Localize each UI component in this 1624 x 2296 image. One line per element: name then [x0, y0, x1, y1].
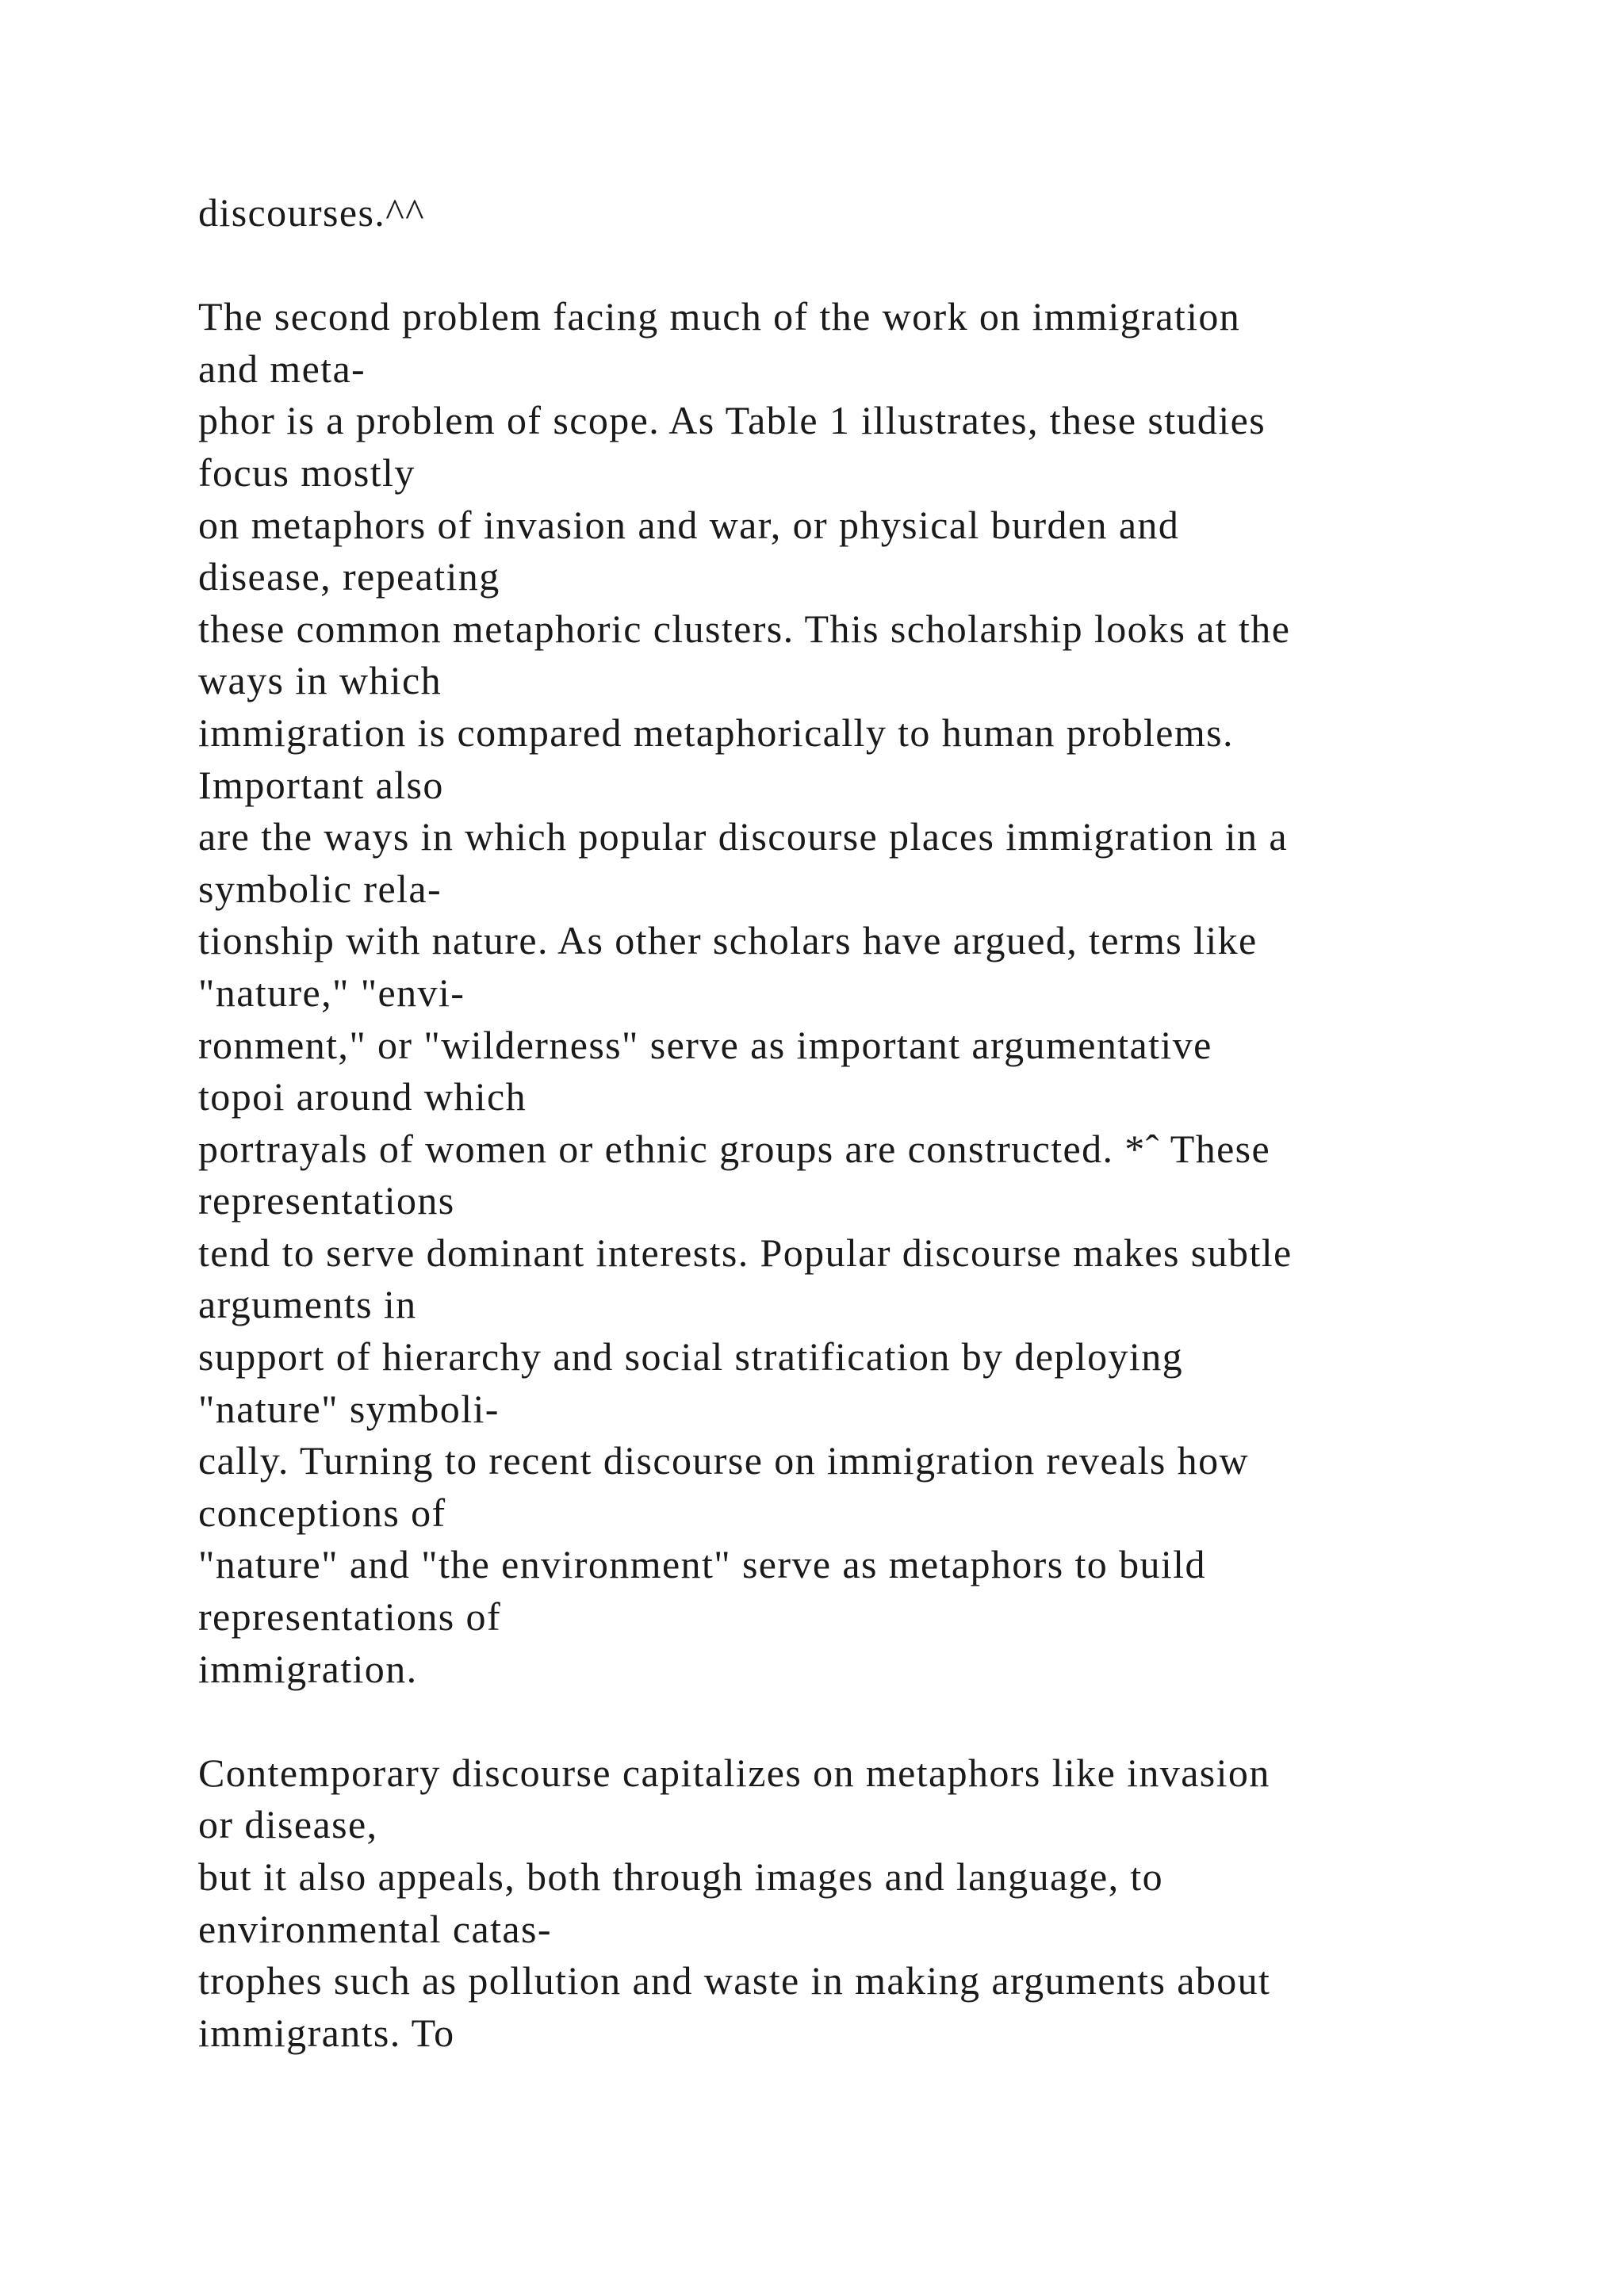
text-line: trophes such as pollution and waste in making arguments about: [198, 1958, 1271, 2003]
text-line: environmental catas-: [198, 1906, 552, 1951]
text-line: or disease,: [198, 1802, 378, 1847]
paragraph-break: [198, 1695, 1507, 1747]
text-line: focus mostly: [198, 450, 416, 495]
text-line: these common metaphoric clusters. This scholarship looks at the: [198, 606, 1291, 651]
text-line: Contemporary discourse capitalizes on metaphors like invasion: [198, 1750, 1270, 1795]
text-line: portrayals of women or ethnic groups are constructed. *ˆ These: [198, 1126, 1271, 1171]
text-line: "nature" symboli-: [198, 1386, 500, 1431]
text-line: support of hierarchy and social stratification by deploying: [198, 1334, 1183, 1380]
text-line: phor is a problem of scope. As Table 1 illustrates, these studies: [198, 398, 1266, 443]
text-line: symbolic rela-: [198, 866, 442, 911]
text-line: cally. Turning to recent discourse on immigration reveals how: [198, 1438, 1249, 1483]
text-line: are the ways in which popular discourse places immigration in a: [198, 814, 1288, 859]
paragraph-break: [198, 239, 1507, 292]
text-line: The second problem facing much of the work on immigration: [198, 294, 1241, 339]
text-line: immigrants. To: [198, 2010, 455, 2055]
text-line: discourses.^^: [198, 190, 425, 235]
document-body: [198, 187, 1507, 2059]
text-line: arguments in: [198, 1282, 417, 1327]
text-line: on metaphors of invasion and war, or physical burden and: [198, 502, 1180, 547]
text-line: ronment," or "wilderness" serve as important argumentative: [198, 1022, 1212, 1067]
text-line: topoi around which: [198, 1074, 527, 1119]
text-line: tend to serve dominant interests. Popular discourse makes subtle: [198, 1230, 1293, 1275]
text-line: but it also appeals, both through images and language, to: [198, 1854, 1164, 1899]
text-line: ways in which: [198, 658, 442, 703]
text-line: disease, repeating: [198, 554, 500, 599]
text-line: "nature," "envi-: [198, 970, 465, 1015]
text-line: and meta-: [198, 346, 366, 391]
text-line: immigration.: [198, 1646, 418, 1691]
text-line: conceptions of: [198, 1490, 446, 1535]
text-line: Important also: [198, 762, 444, 807]
text-line: representations: [198, 1178, 455, 1223]
text-line: "nature" and "the environment" serve as metaphors to build: [198, 1542, 1206, 1587]
text-line: tionship with nature. As other scholars have argued, terms like: [198, 918, 1258, 963]
text-line: representations of: [198, 1594, 502, 1640]
text-line: immigration is compared metaphorically to human problems.: [198, 710, 1234, 755]
